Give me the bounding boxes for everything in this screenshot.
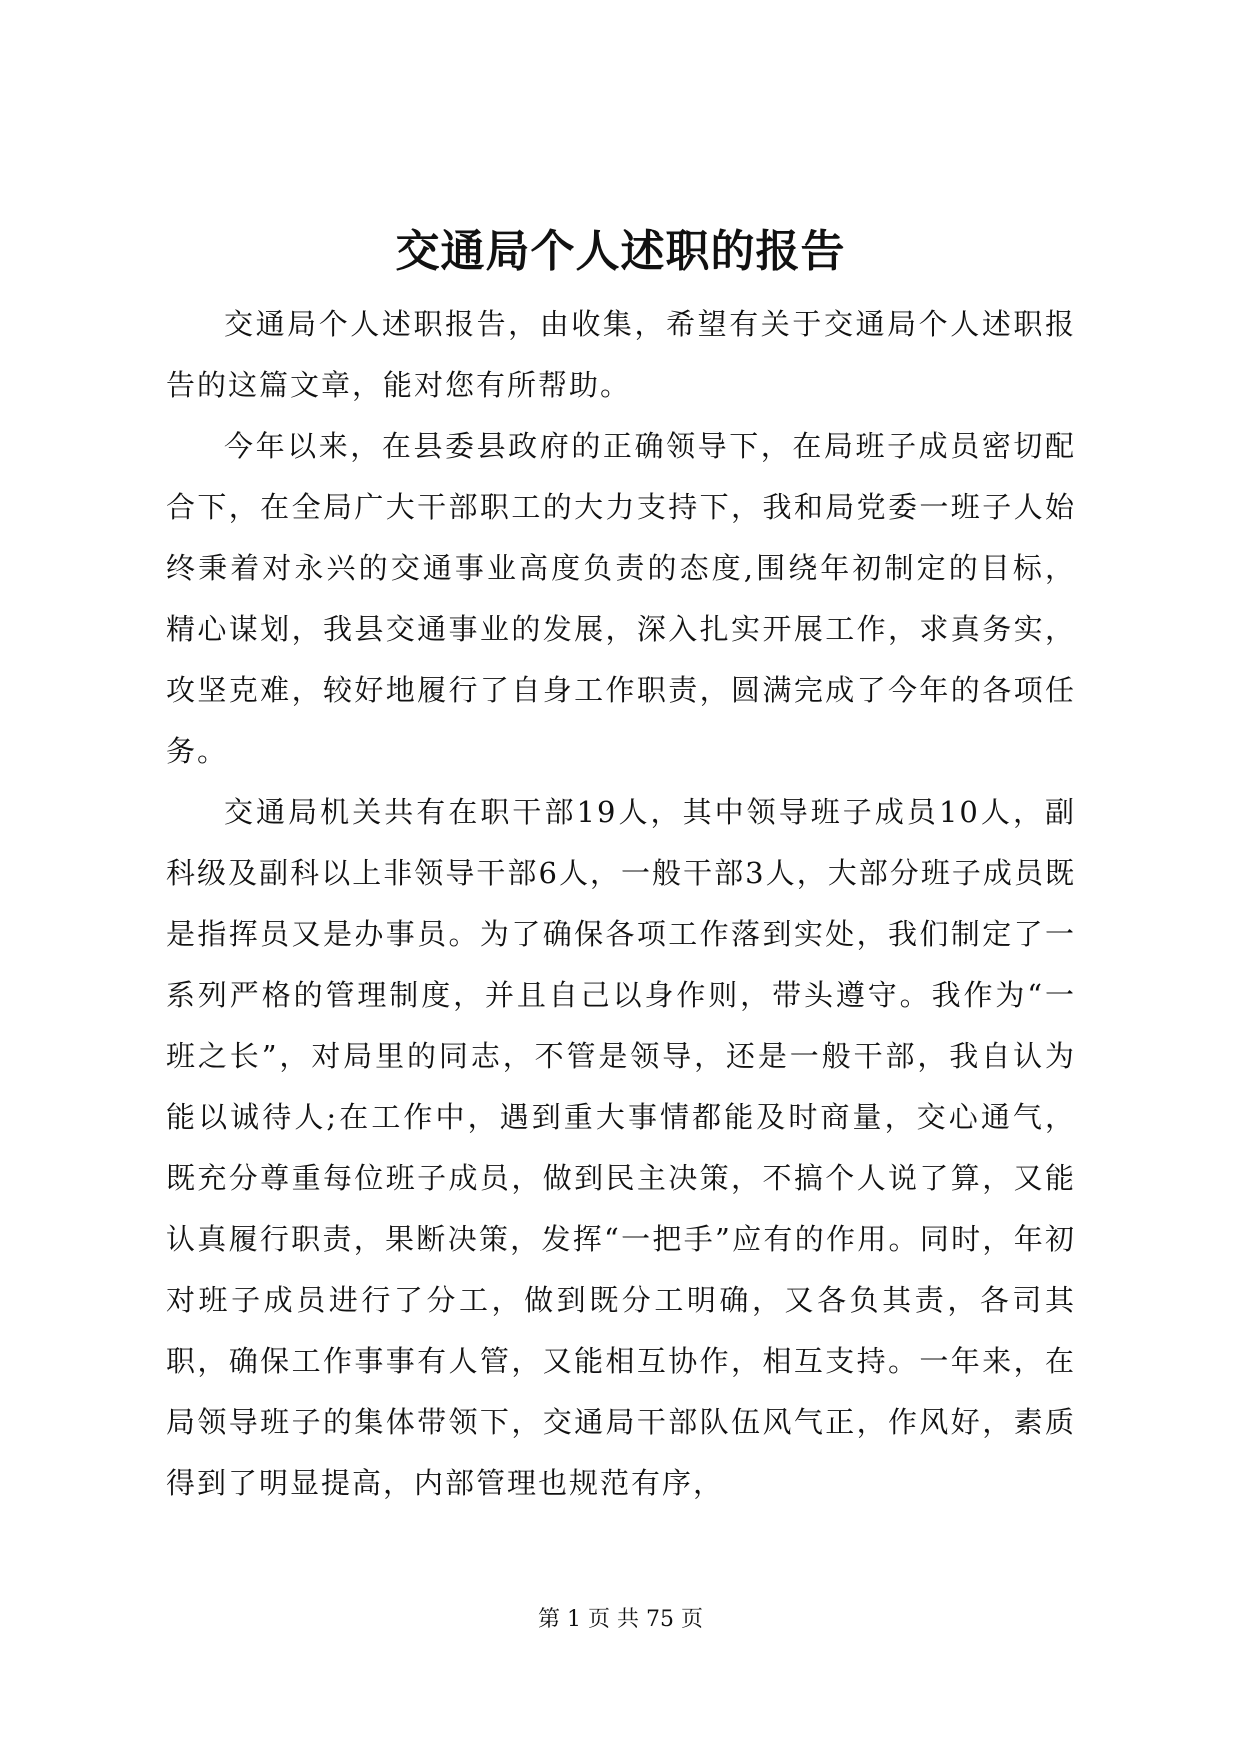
paragraph-overview: 今年以来，在县委县政府的正确领导下，在局班子成员密切配合下，在全局广大干部职工的大力支持下，我和局党委一班子人始终秉着对永兴的交通事业高度负责的态度,围绕年初制定的目标，精心谋划，我县交通事业的发展，深入扎实开展工作，求真务实，攻坚克难，较好地履行了自身工作职责，圆满完成了今年的各项任务。 xyxy=(166,429,1076,768)
paragraph-staff: 交通局机关共有在职干部19人，其中领导班子成员10人，副科级及副科以上非领导干部6人，一般干部3人，大部分班子成员既是指挥员又是办事员。为了确保各项工作落到实处，我们制定了一系列严格的管理制度，并且自己以身作则，带头遵守。我作为“一班之长”，对局里的同志，不管是领导，还是一般干部，我自认为能以诚待人;在工作中，遇到重大事情都能及时商量，交心通气，既充分尊重每位班子成员，做到民主决策，不搞个人说了算，又能认真履行职责，果断决策，发挥“一把手”应有的作用。同时，年初对班子成员进行了分工，做到既分工明确，又各负其责，各司其职，确保工作事事有人管，又能相互协作，相互支持。一年来，在局领导班子的集体带领下，交通局干部队伍风气正，作风好，素质得到了明显提高，内部管理也规范有序， xyxy=(166,795,1076,1500)
page-number-footer: 第 1 页 共 75 页 xyxy=(538,1607,703,1632)
document-body xyxy=(166,294,1076,1514)
document-title: 交通局个人述职的报告 xyxy=(395,226,846,277)
paragraph-intro: 交通局个人述职报告，由收集，希望有关于交通局个人述职报告的这篇文章，能对您有所帮助。 xyxy=(166,307,1076,402)
